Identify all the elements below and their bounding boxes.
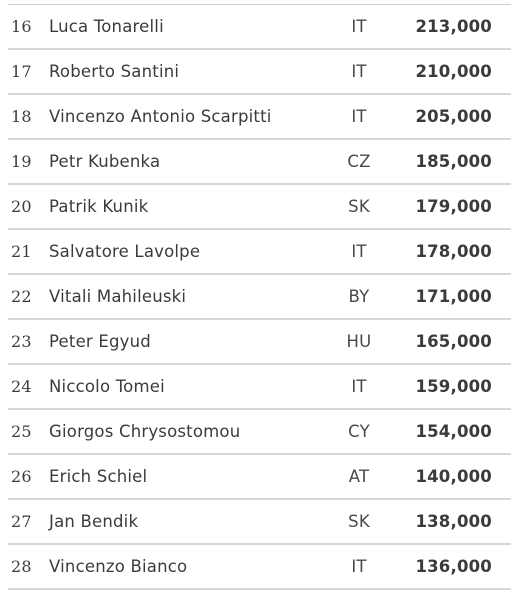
- player-name-cell: Patrik Kunik: [49, 197, 149, 216]
- prize-amount-cell: 136,000: [415, 557, 492, 576]
- country-cell: IT: [351, 62, 367, 81]
- prize-amount-cell: 165,000: [415, 332, 492, 351]
- prize-amount-cell: 213,000: [415, 17, 492, 36]
- rank-cell: 28: [11, 557, 32, 576]
- table-row: [8, 5, 511, 50]
- country-cell: IT: [351, 557, 367, 576]
- table-row: [8, 140, 511, 185]
- prize-amount-cell: 178,000: [415, 242, 492, 261]
- rank-cell: 24: [11, 377, 32, 396]
- prize-amount-cell: 138,000: [415, 512, 492, 531]
- table-row: [8, 185, 511, 230]
- prize-amount-cell: 210,000: [415, 62, 492, 81]
- country-cell: IT: [351, 107, 367, 126]
- country-cell: BY: [348, 287, 370, 306]
- rank-cell: 22: [11, 287, 32, 306]
- rank-cell: 16: [11, 17, 32, 36]
- country-cell: IT: [351, 377, 367, 396]
- country-cell: HU: [346, 332, 372, 351]
- rank-cell: 23: [11, 332, 32, 351]
- country-cell: SK: [348, 512, 370, 531]
- table-row: [8, 230, 511, 275]
- prize-amount-cell: 154,000: [415, 422, 492, 441]
- prize-amount-cell: 179,000: [415, 197, 492, 216]
- table-row: [8, 95, 511, 140]
- player-name-cell: Giorgos Chrysostomou: [49, 422, 241, 441]
- prize-amount-cell: 171,000: [415, 287, 492, 306]
- player-name-cell: Jan Bendik: [49, 512, 139, 531]
- country-cell: IT: [351, 17, 367, 36]
- rank-cell: 25: [11, 422, 32, 441]
- table-row: [8, 545, 511, 590]
- country-cell: IT: [351, 242, 367, 261]
- table-row: [8, 320, 511, 365]
- player-name-cell: Niccolo Tomei: [49, 377, 165, 396]
- prize-amount-cell: 140,000: [415, 467, 492, 486]
- country-cell: CY: [348, 422, 370, 441]
- player-name-cell: Petr Kubenka: [49, 152, 161, 171]
- country-cell: AT: [348, 467, 370, 486]
- table-row: [8, 50, 511, 95]
- results-table: [8, 4, 511, 590]
- player-name-cell: Roberto Santini: [49, 62, 180, 81]
- rank-cell: 19: [11, 152, 32, 171]
- country-cell: CZ: [347, 152, 371, 171]
- player-name-cell: Vitali Mahileuski: [49, 287, 187, 306]
- table-row: [8, 500, 511, 545]
- prize-amount-cell: 159,000: [415, 377, 492, 396]
- rank-cell: 27: [11, 512, 32, 531]
- player-name-cell: Luca Tonarelli: [49, 17, 164, 36]
- player-name-cell: Vincenzo Antonio Scarpitti: [49, 107, 272, 126]
- rank-cell: 18: [11, 107, 32, 126]
- table-row: [8, 455, 511, 500]
- player-name-cell: Vincenzo Bianco: [49, 557, 188, 576]
- table-row: [8, 365, 511, 410]
- player-name-cell: Salvatore Lavolpe: [49, 242, 201, 261]
- country-cell: SK: [348, 197, 370, 216]
- table-row: [8, 275, 511, 320]
- rank-cell: 20: [11, 197, 32, 216]
- rank-cell: 17: [11, 62, 32, 81]
- rank-cell: 26: [11, 467, 32, 486]
- prize-amount-cell: 185,000: [415, 152, 492, 171]
- prize-amount-cell: 205,000: [415, 107, 492, 126]
- player-name-cell: Erich Schiel: [49, 467, 148, 486]
- player-name-cell: Peter Egyud: [49, 332, 151, 351]
- table-row: [8, 410, 511, 455]
- rank-cell: 21: [11, 242, 32, 261]
